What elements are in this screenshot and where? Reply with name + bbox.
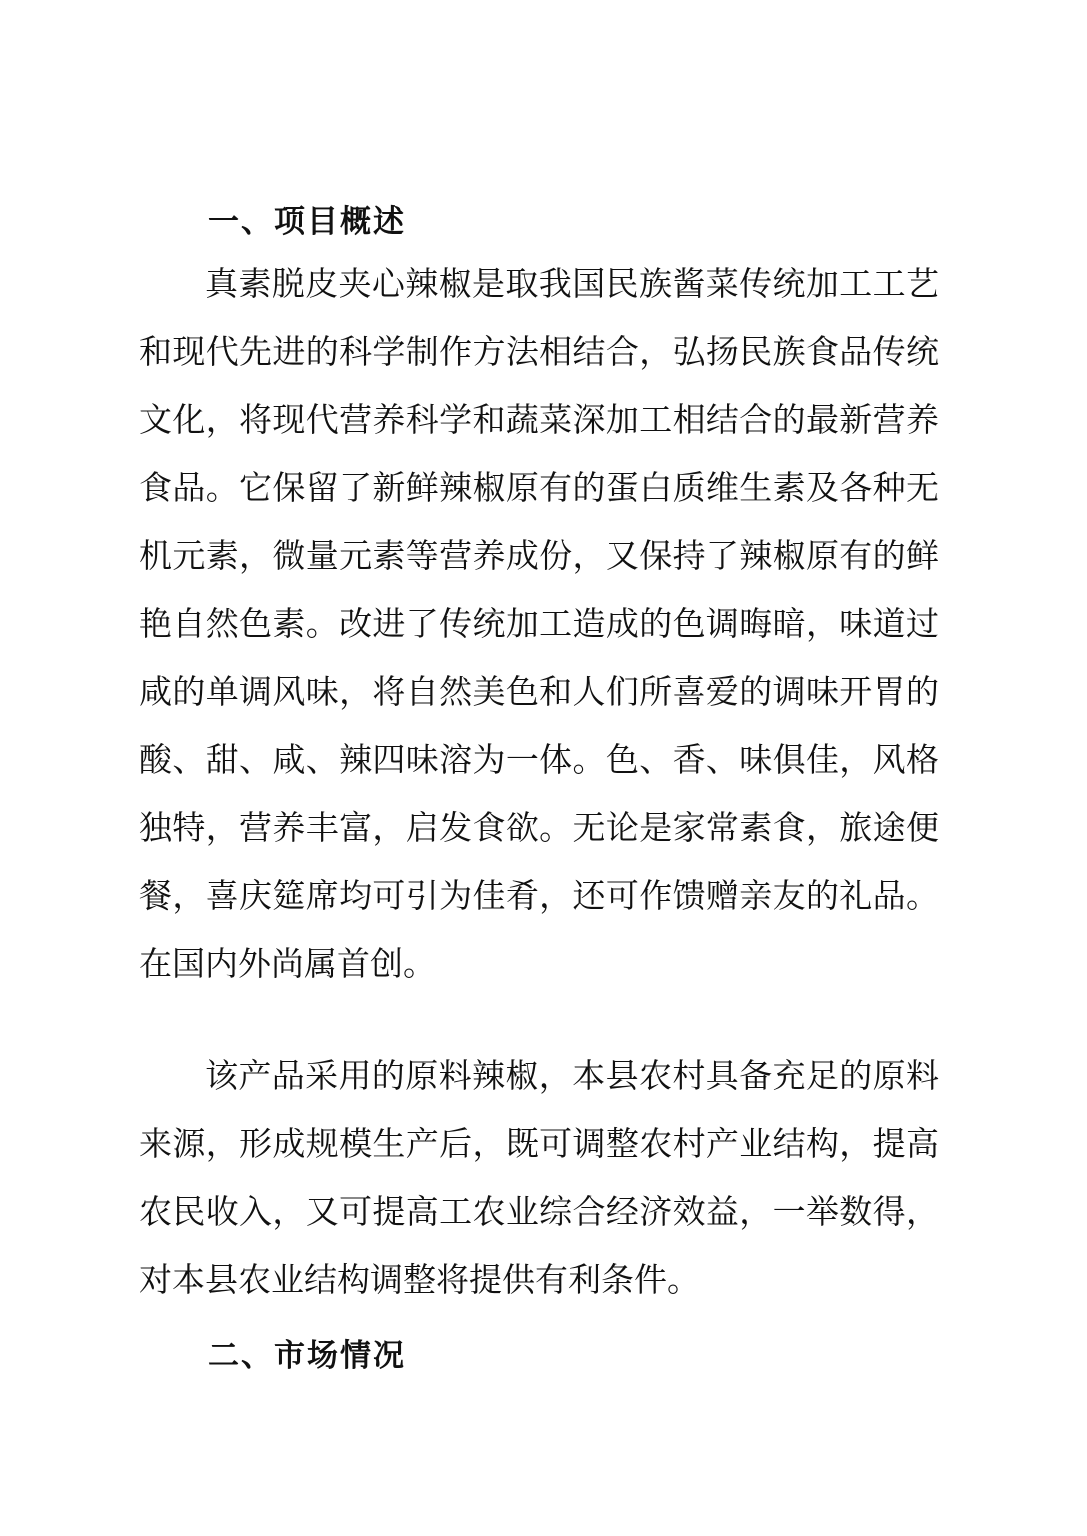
paragraph-line: 独特，营养丰富，启发食欲。无论是家常素食，旅途便 (139, 808, 939, 847)
paragraph-line: 和现代先进的科学制作方法相结合，弘扬民族食品传统 (139, 332, 939, 371)
paragraph-line: 农民收入，又可提高工农业综合经济效益，一举数得， (139, 1192, 939, 1231)
section-heading-market-situation: 二、市场情况 (208, 1338, 406, 1374)
paragraph-line: 餐，喜庆筵席均可引为佳肴，还可作馈赠亲友的礼品。 (139, 876, 939, 915)
paragraph-line: 真素脱皮夹心辣椒是取我国民族酱菜传统加工工艺 (205, 264, 939, 303)
paragraph-line: 该产品采用的原料辣椒，本县农村具备充足的原料 (205, 1056, 939, 1095)
paragraph-line: 食品。它保留了新鲜辣椒原有的蛋白质维生素及各种无 (139, 468, 939, 507)
paragraph-line: 机元素，微量元素等营养成份，又保持了辣椒原有的鲜 (139, 536, 939, 575)
paragraph-line: 酸、甜、咸、辣四味溶为一体。色、香、味俱佳，风格 (139, 740, 939, 779)
paragraph-line: 来源，形成规模生产后，既可调整农村产业结构，提高 (139, 1124, 939, 1163)
paragraph-line: 艳自然色素。改进了传统加工造成的色调晦暗，味道过 (139, 604, 939, 643)
section-heading-project-overview: 一、项目概述 (208, 204, 406, 240)
paragraph-line: 对本县农业结构调整将提供有利条件。 (139, 1260, 700, 1299)
paragraph-line: 在国内外尚属首创。 (139, 944, 436, 983)
paragraph-line: 文化，将现代营养科学和蔬菜深加工相结合的最新营养 (139, 400, 939, 439)
paragraph-line: 咸的单调风味，将自然美色和人们所喜爱的调味开胃的 (139, 672, 939, 711)
